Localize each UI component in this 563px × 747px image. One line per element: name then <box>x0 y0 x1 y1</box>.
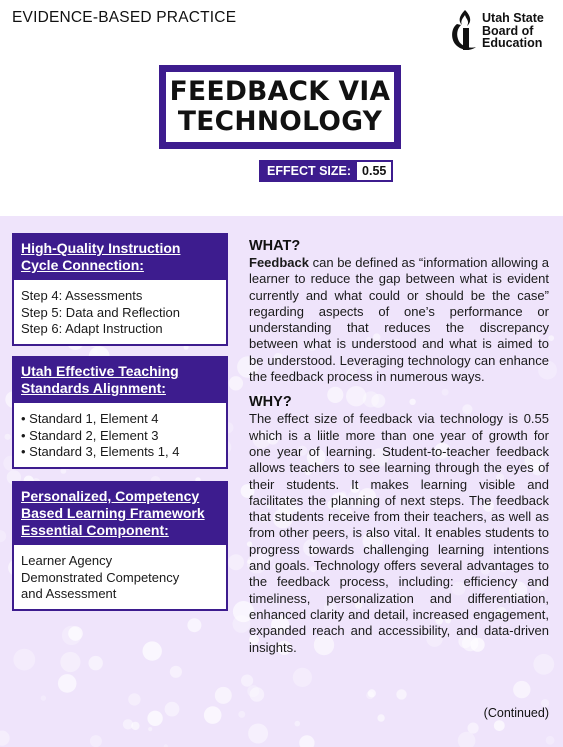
instruction-cycle-card <box>12 233 228 346</box>
list-item: Learner Agency <box>21 553 113 568</box>
bubble <box>184 345 189 350</box>
list-item: • Standard 1, Element 4 <box>21 411 159 426</box>
what-lead-term: Feedback <box>249 255 309 270</box>
section-kicker: EVIDENCE-BASED PRACTICE <box>12 9 237 26</box>
logo-line-3: Education <box>482 36 543 51</box>
bubble <box>546 736 555 745</box>
bubble <box>13 649 35 671</box>
list-item: and Assessment <box>21 586 117 601</box>
bubble <box>293 668 312 687</box>
bubble <box>228 554 244 570</box>
card-heading <box>14 358 226 403</box>
bubble <box>60 652 80 672</box>
torch-icon <box>449 8 479 54</box>
card-heading <box>14 235 226 280</box>
logo-line-2: Board of <box>482 23 534 38</box>
bubble <box>247 685 259 697</box>
bubble <box>143 641 162 660</box>
bubble <box>89 656 103 670</box>
bubble <box>128 693 140 705</box>
what-body: can be defined as “information allowing a learner to reduce the gap between what is evident currently and what could or should be the case” regarding aspects of one’s performance or understanding that reduces the discrepancy between what is understood and what is aimed to be understood. Leveraging technology can enhance the feedback process in numerous ways. <box>249 255 549 385</box>
bubble <box>41 695 46 700</box>
bubble <box>548 335 554 341</box>
title-panel <box>166 72 394 142</box>
why-paragraph: The effect size of feedback via technology is 0.55 which is a liitle more than one year of growth for one year of learning. Student-to-teacher feedback allows teachers to see learning through the eyes of their students. It makes learning visible and facilitates the planning of next steps. The feedback that students receive from their teachers, as well as from other peers, is also vital. It enables students to progress towards challenging learning intentions and goals. Technology offers several advantages to the feedback process, including: efficiency and timeliness, personalization and differentiation, enhanced clarity and detail, increased engagement, expanded reach and accessibility, and data-driven insights. <box>249 411 549 655</box>
what-heading: WHAT? <box>249 238 301 254</box>
page-title: FEEDBACK VIA TECHNOLOGY <box>169 76 391 137</box>
bubble <box>299 735 314 747</box>
logo-line-1: Utah State <box>482 11 544 26</box>
what-paragraph <box>249 255 549 385</box>
bubble <box>229 376 243 390</box>
bubble <box>90 735 102 747</box>
bubble <box>5 434 11 440</box>
bubble <box>148 727 152 731</box>
card-body <box>14 403 226 467</box>
list-item: • Standard 3, Elements 1, 4 <box>21 444 180 459</box>
usbe-logo <box>449 8 553 54</box>
bubble <box>366 691 374 699</box>
why-heading: WHY? <box>249 394 292 411</box>
bubble <box>215 687 232 704</box>
bubble <box>241 675 253 687</box>
bubble <box>238 711 245 718</box>
list-item: • Standard 2, Element 3 <box>21 427 159 443</box>
card-heading-text: High-Quality Instruction Cycle Connection: <box>21 240 181 273</box>
list-item: Step 4: Assessments <box>21 288 143 303</box>
bubble <box>187 618 201 632</box>
bubble <box>396 689 406 699</box>
bubble <box>170 666 182 678</box>
bubble <box>533 654 554 675</box>
bubble <box>513 681 530 698</box>
card-heading-text: Personalized, Competency Based Learning Framework Essential Component: <box>21 488 205 538</box>
bubble <box>68 626 83 641</box>
bubble <box>233 615 251 633</box>
effect-size-label: EFFECT SIZE: <box>261 162 357 180</box>
bubble <box>248 724 268 744</box>
bubble <box>0 731 10 746</box>
card-body <box>14 545 226 609</box>
bubble <box>204 706 222 724</box>
bubble <box>92 349 97 354</box>
teaching-standards-card <box>12 356 228 469</box>
bubble <box>58 674 77 693</box>
title-frame <box>159 65 401 149</box>
list-item: Step 6: Adapt Instruction <box>21 321 163 336</box>
effect-size-badge <box>259 160 393 182</box>
main-column <box>249 238 549 656</box>
card-heading-text: Utah Effective Teaching Standards Alignment: <box>21 363 179 396</box>
card-body <box>14 280 226 344</box>
bubble <box>377 714 384 721</box>
effect-size-value: 0.55 <box>357 162 391 180</box>
bubble <box>0 530 6 542</box>
card-heading <box>14 483 226 545</box>
continued-note: (Continued) <box>483 706 549 720</box>
bubble <box>295 721 301 727</box>
bubble <box>165 702 180 717</box>
bubble <box>458 732 476 747</box>
bubble <box>123 719 133 729</box>
bubble <box>147 711 162 726</box>
bubble <box>494 720 505 731</box>
pcbl-framework-card <box>12 481 228 611</box>
bubble <box>468 723 479 734</box>
list-item: Demonstrated Competency <box>21 569 180 585</box>
list-item: Step 5: Data and Reflection <box>21 304 180 320</box>
